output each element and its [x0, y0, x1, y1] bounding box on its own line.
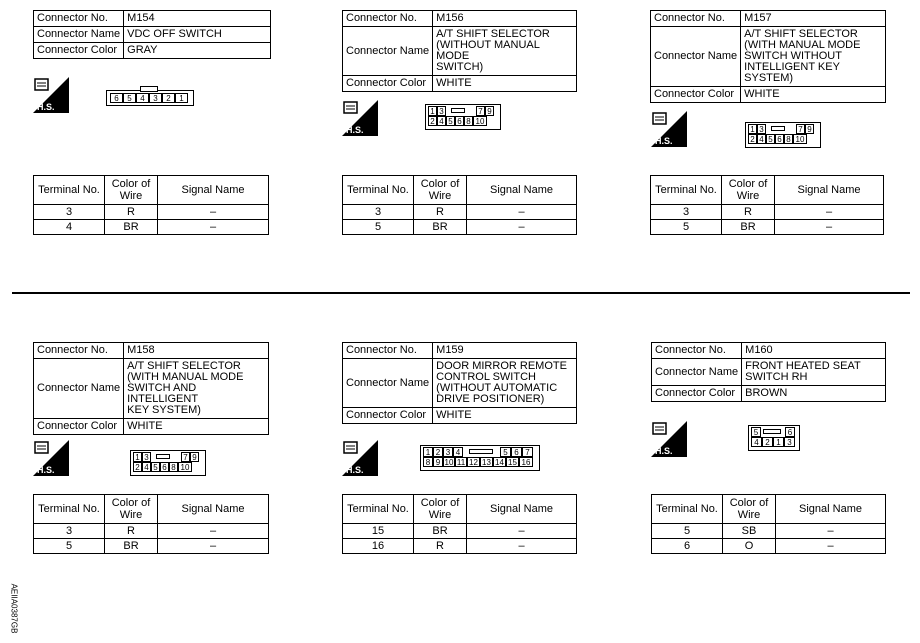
connector-face-diagram	[425, 104, 501, 130]
pin: 3	[757, 124, 766, 134]
connector-face-diagram	[745, 122, 821, 148]
section-divider	[12, 292, 910, 294]
pin: 5	[151, 462, 160, 472]
figure-id: AEIIA0387GB	[9, 583, 19, 634]
pin: 7	[796, 124, 805, 134]
color-of-wire-header: Color of Wire	[414, 176, 467, 205]
connector-no-label: Connector No.	[34, 11, 124, 27]
pin: 10	[178, 462, 192, 472]
connector-no-value: M159	[433, 343, 577, 359]
pin: 8	[784, 134, 793, 144]
pin: 5	[751, 427, 761, 437]
signal-name-header: Signal Name	[158, 176, 269, 205]
pin: 1	[428, 106, 437, 116]
table-row: 3 R –	[343, 205, 577, 220]
connector-color-value: WHITE	[741, 87, 886, 103]
svg-text:H.S.: H.S.	[655, 136, 673, 146]
connector-info-table	[33, 342, 269, 435]
terminal-no-header: Terminal No.	[34, 176, 105, 205]
pin: 7	[522, 447, 533, 457]
pin: 8	[423, 457, 433, 467]
pin: 2	[162, 93, 175, 103]
hs-harness-side-icon	[651, 111, 687, 152]
terminal-table	[650, 175, 884, 235]
connector-no-label: Connector No.	[651, 11, 741, 27]
terminal-no-header: Terminal No.	[652, 495, 723, 524]
connector-name-value: A/T SHIFT SELECTOR (WITH MANUAL MODE SWITCH AND INTELLIGENT KEY SYSTEM)	[124, 359, 269, 419]
table-row: 5 SB –	[652, 524, 886, 539]
connector-no-label: Connector No.	[34, 343, 124, 359]
terminal-table	[33, 175, 269, 235]
hs-harness-side-icon	[342, 100, 378, 141]
connector-name-label: Connector Name	[34, 359, 124, 419]
connector-name-value: A/T SHIFT SELECTOR (WITH MANUAL MODE SWITCH WITHOUT INTELLIGENT KEY SYSTEM)	[741, 27, 886, 87]
pin: 5	[766, 134, 775, 144]
connector-name-label: Connector Name	[651, 27, 741, 87]
connector-color-value: WHITE	[433, 76, 577, 92]
svg-text:H.S.: H.S.	[346, 125, 364, 135]
connector-face-diagram	[130, 450, 206, 476]
connector-face-diagram	[420, 445, 540, 471]
hs-harness-side-icon	[342, 440, 378, 481]
signal-name-header: Signal Name	[158, 495, 269, 524]
connector-color-label: Connector Color	[34, 419, 124, 435]
svg-text:H.S.: H.S.	[37, 102, 55, 112]
table-row: 4 BR –	[34, 220, 269, 235]
pin: 9	[485, 106, 494, 116]
terminal-no-header: Terminal No.	[34, 495, 105, 524]
signal-name-header: Signal Name	[467, 176, 577, 205]
connector-color-value: WHITE	[433, 408, 577, 424]
pin: 4	[453, 447, 463, 457]
connector-info-table	[342, 342, 577, 424]
pin: 6	[455, 116, 464, 126]
pin: 1	[175, 93, 188, 103]
table-row: 3 R –	[34, 205, 269, 220]
pin: 4	[751, 437, 762, 447]
pin: 8	[464, 116, 473, 126]
pin: 10	[793, 134, 807, 144]
connector-no-value: M156	[433, 11, 577, 27]
pin: 7	[476, 106, 485, 116]
pin: 3	[443, 447, 453, 457]
connector-color-label: Connector Color	[34, 43, 124, 59]
pin: 5	[123, 93, 136, 103]
pin: 6	[775, 134, 784, 144]
connector-color-label: Connector Color	[343, 408, 433, 424]
connector-no-value: M158	[124, 343, 269, 359]
pin: 4	[142, 462, 151, 472]
pin: 8	[169, 462, 178, 472]
table-row: 3 R –	[651, 205, 884, 220]
pin: 12	[467, 457, 480, 467]
hs-harness-side-icon	[33, 77, 69, 118]
terminal-table	[342, 494, 577, 554]
pin: 5	[500, 447, 511, 457]
connector-info-table	[651, 342, 886, 402]
pin: 14	[493, 457, 506, 467]
pin: 9	[190, 452, 199, 462]
pin: 15	[506, 457, 519, 467]
pin: 4	[437, 116, 446, 126]
signal-name-header: Signal Name	[467, 495, 577, 524]
table-row: 5 BR –	[34, 539, 269, 554]
table-row: 5 BR –	[343, 220, 577, 235]
color-of-wire-header: Color of Wire	[105, 176, 158, 205]
connector-color-value: GRAY	[124, 43, 271, 59]
pin: 6	[160, 462, 169, 472]
pin: 3	[149, 93, 162, 103]
pin: 5	[446, 116, 455, 126]
svg-text:H.S.: H.S.	[37, 465, 55, 475]
connector-name-value: VDC OFF SWITCH	[124, 27, 271, 43]
terminal-table	[651, 494, 886, 554]
pin: 13	[480, 457, 493, 467]
terminal-no-header: Terminal No.	[343, 176, 414, 205]
pin: 10	[444, 458, 454, 467]
connector-name-label: Connector Name	[343, 27, 433, 76]
pin: 2	[748, 134, 757, 144]
connector-name-label: Connector Name	[652, 359, 742, 386]
connector-name-value: FRONT HEATED SEAT SWITCH RH	[742, 359, 886, 386]
svg-text:H.S.: H.S.	[655, 446, 673, 456]
connector-no-value: M154	[124, 11, 271, 27]
pin: 9	[805, 124, 814, 134]
signal-name-header: Signal Name	[776, 495, 886, 524]
connector-no-value: M157	[741, 11, 886, 27]
pin: 3	[142, 452, 151, 462]
connector-name-label: Connector Name	[343, 359, 433, 408]
hs-harness-side-icon	[33, 440, 69, 481]
color-of-wire-header: Color of Wire	[723, 495, 776, 524]
connector-color-value: WHITE	[124, 419, 269, 435]
pin: 4	[136, 93, 149, 103]
connector-name-label: Connector Name	[34, 27, 124, 43]
connector-color-label: Connector Color	[343, 76, 433, 92]
pin: 2	[433, 447, 443, 457]
connector-no-value: M160	[742, 343, 886, 359]
table-row: 15 BR –	[343, 524, 577, 539]
color-of-wire-header: Color of Wire	[105, 495, 158, 524]
pin: 1	[748, 124, 757, 134]
table-row: 5 BR –	[651, 220, 884, 235]
connector-face-diagram	[106, 86, 194, 106]
connector-name-value: DOOR MIRROR REMOTE CONTROL SWITCH (WITHOUT AUTOMATIC DRIVE POSITIONER)	[433, 359, 577, 408]
pin: 1	[773, 437, 784, 447]
pin: 16	[519, 457, 533, 467]
table-row: 6 O –	[652, 539, 886, 554]
connector-name-value: A/T SHIFT SELECTOR (WITHOUT MANUAL MODE SWITCH)	[433, 27, 577, 76]
color-of-wire-header: Color of Wire	[722, 176, 775, 205]
pin: 2	[762, 437, 773, 447]
pin: 1	[133, 452, 142, 462]
connector-color-value: BROWN	[742, 386, 886, 402]
terminal-no-header: Terminal No.	[343, 495, 414, 524]
pin: 6	[785, 427, 795, 437]
terminal-table	[33, 494, 269, 554]
pin: 2	[133, 462, 142, 472]
connector-no-label: Connector No.	[343, 11, 433, 27]
connector-info-table	[33, 10, 271, 59]
connector-no-label: Connector No.	[652, 343, 742, 359]
table-row: 16 R –	[343, 539, 577, 554]
pin: 3	[784, 437, 795, 447]
connector-face-diagram	[748, 425, 800, 451]
terminal-table	[342, 175, 577, 235]
signal-name-header: Signal Name	[775, 176, 884, 205]
pin: 4	[757, 134, 766, 144]
pin: 2	[428, 116, 437, 126]
pin: 10	[473, 116, 487, 126]
pin: 6	[110, 93, 123, 103]
connector-info-table	[650, 10, 886, 103]
connector-info-table	[342, 10, 577, 92]
terminal-no-header: Terminal No.	[651, 176, 722, 205]
hs-harness-side-icon	[651, 421, 687, 462]
pin: 11	[456, 458, 466, 467]
pin: 3	[437, 106, 446, 116]
pin: 6	[511, 447, 522, 457]
pin: 1	[423, 447, 433, 457]
color-of-wire-header: Color of Wire	[414, 495, 467, 524]
svg-text:H.S.: H.S.	[346, 465, 364, 475]
connector-no-label: Connector No.	[343, 343, 433, 359]
connector-color-label: Connector Color	[651, 87, 741, 103]
table-row: 3 R –	[34, 524, 269, 539]
connector-color-label: Connector Color	[652, 386, 742, 402]
pin: 7	[181, 452, 190, 462]
pin: 9	[433, 457, 443, 467]
